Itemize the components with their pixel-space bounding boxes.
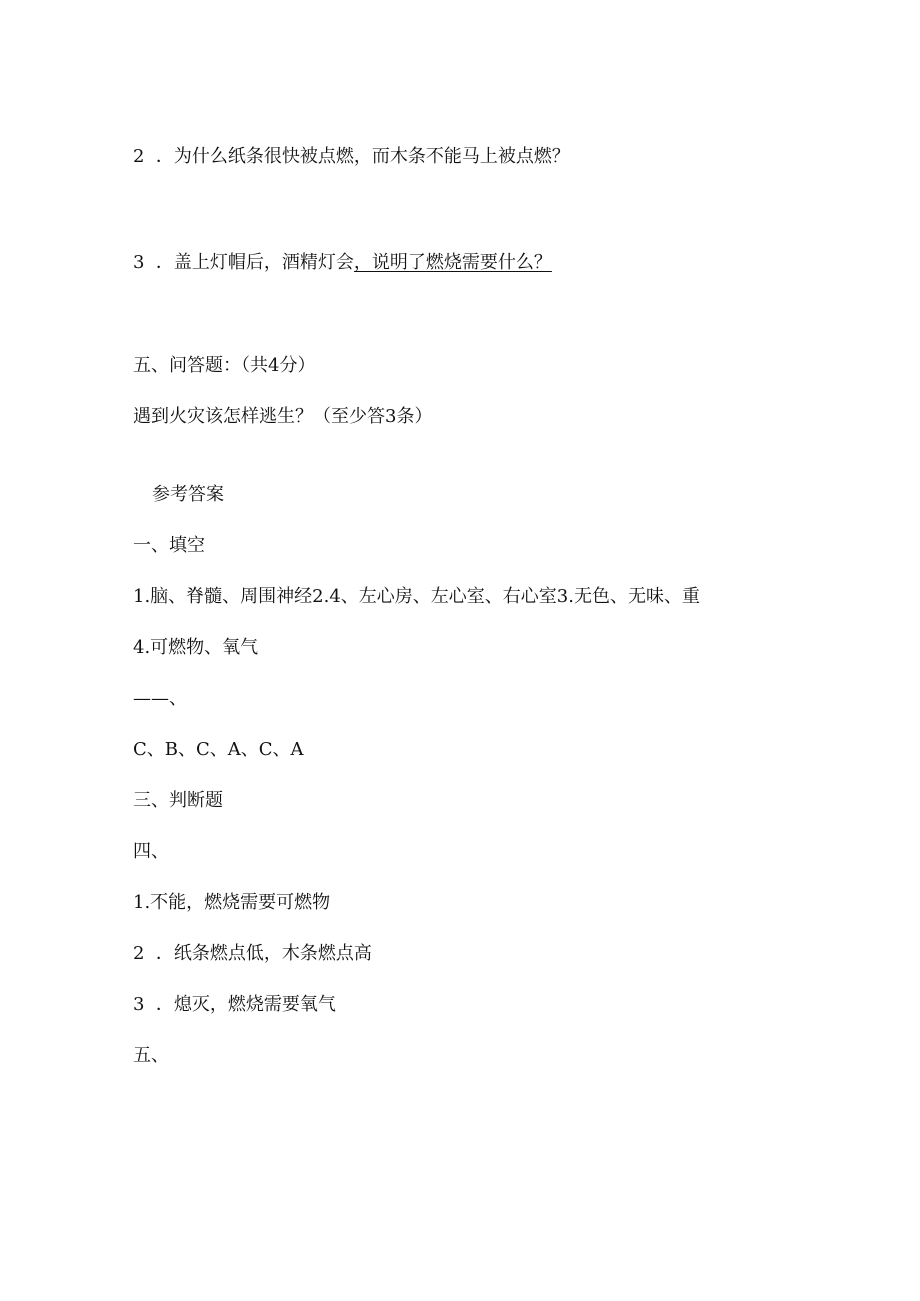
answers-section-3-heading: 三、判断题	[133, 790, 223, 811]
answer-4-2-text: ．纸条燃点低，木条燃点高	[155, 943, 372, 964]
section-5-heading: 五、问答题：（共4分）	[133, 355, 316, 376]
question-3-text: ．盖上灯帽后，酒精灯会	[155, 252, 354, 273]
question-2-number: 2	[133, 146, 145, 167]
answers-section-1-line-1: 1.脑、脊髓、周围神经2.4、左心房、左心室、右心室3.无色、无味、重	[133, 586, 700, 607]
question-2-text: ．为什么纸条很快被点燃，而木条不能马上被点燃？	[155, 146, 570, 167]
answer-4-2-number: 2	[133, 943, 145, 964]
question-2	[133, 145, 570, 169]
answer-4-1-number: 1	[133, 892, 145, 913]
question-3-number: 3	[133, 252, 145, 273]
answers-section-2-line: C、B、C、A、C、A	[133, 739, 304, 760]
question-3-underlined-text: ，说明了燃烧需要什么？	[353, 252, 552, 273]
answers-section-1-line-2: 4.可燃物、氧气	[133, 637, 259, 658]
answer-4-3-number: 3	[133, 994, 145, 1015]
answer-4-3	[133, 993, 336, 1017]
answers-section-5-heading: 五、	[133, 1045, 169, 1066]
answer-4-3-text: ．熄灭，燃烧需要氧气	[155, 994, 336, 1015]
answers-section-4-heading: 四、	[133, 841, 169, 862]
question-3	[133, 251, 552, 275]
answer-4-2	[133, 942, 372, 966]
answers-title: 参考答案	[152, 484, 224, 505]
section-5-question: 遇到火灾该怎样逃生？（至少答3条）	[133, 406, 433, 427]
answer-4-1	[133, 891, 330, 915]
answers-section-2-heading: ——、	[133, 688, 187, 709]
answer-4-1-text: .不能，燃烧需要可燃物	[144, 892, 331, 913]
answers-section-1-heading: 一、填空	[133, 535, 205, 556]
